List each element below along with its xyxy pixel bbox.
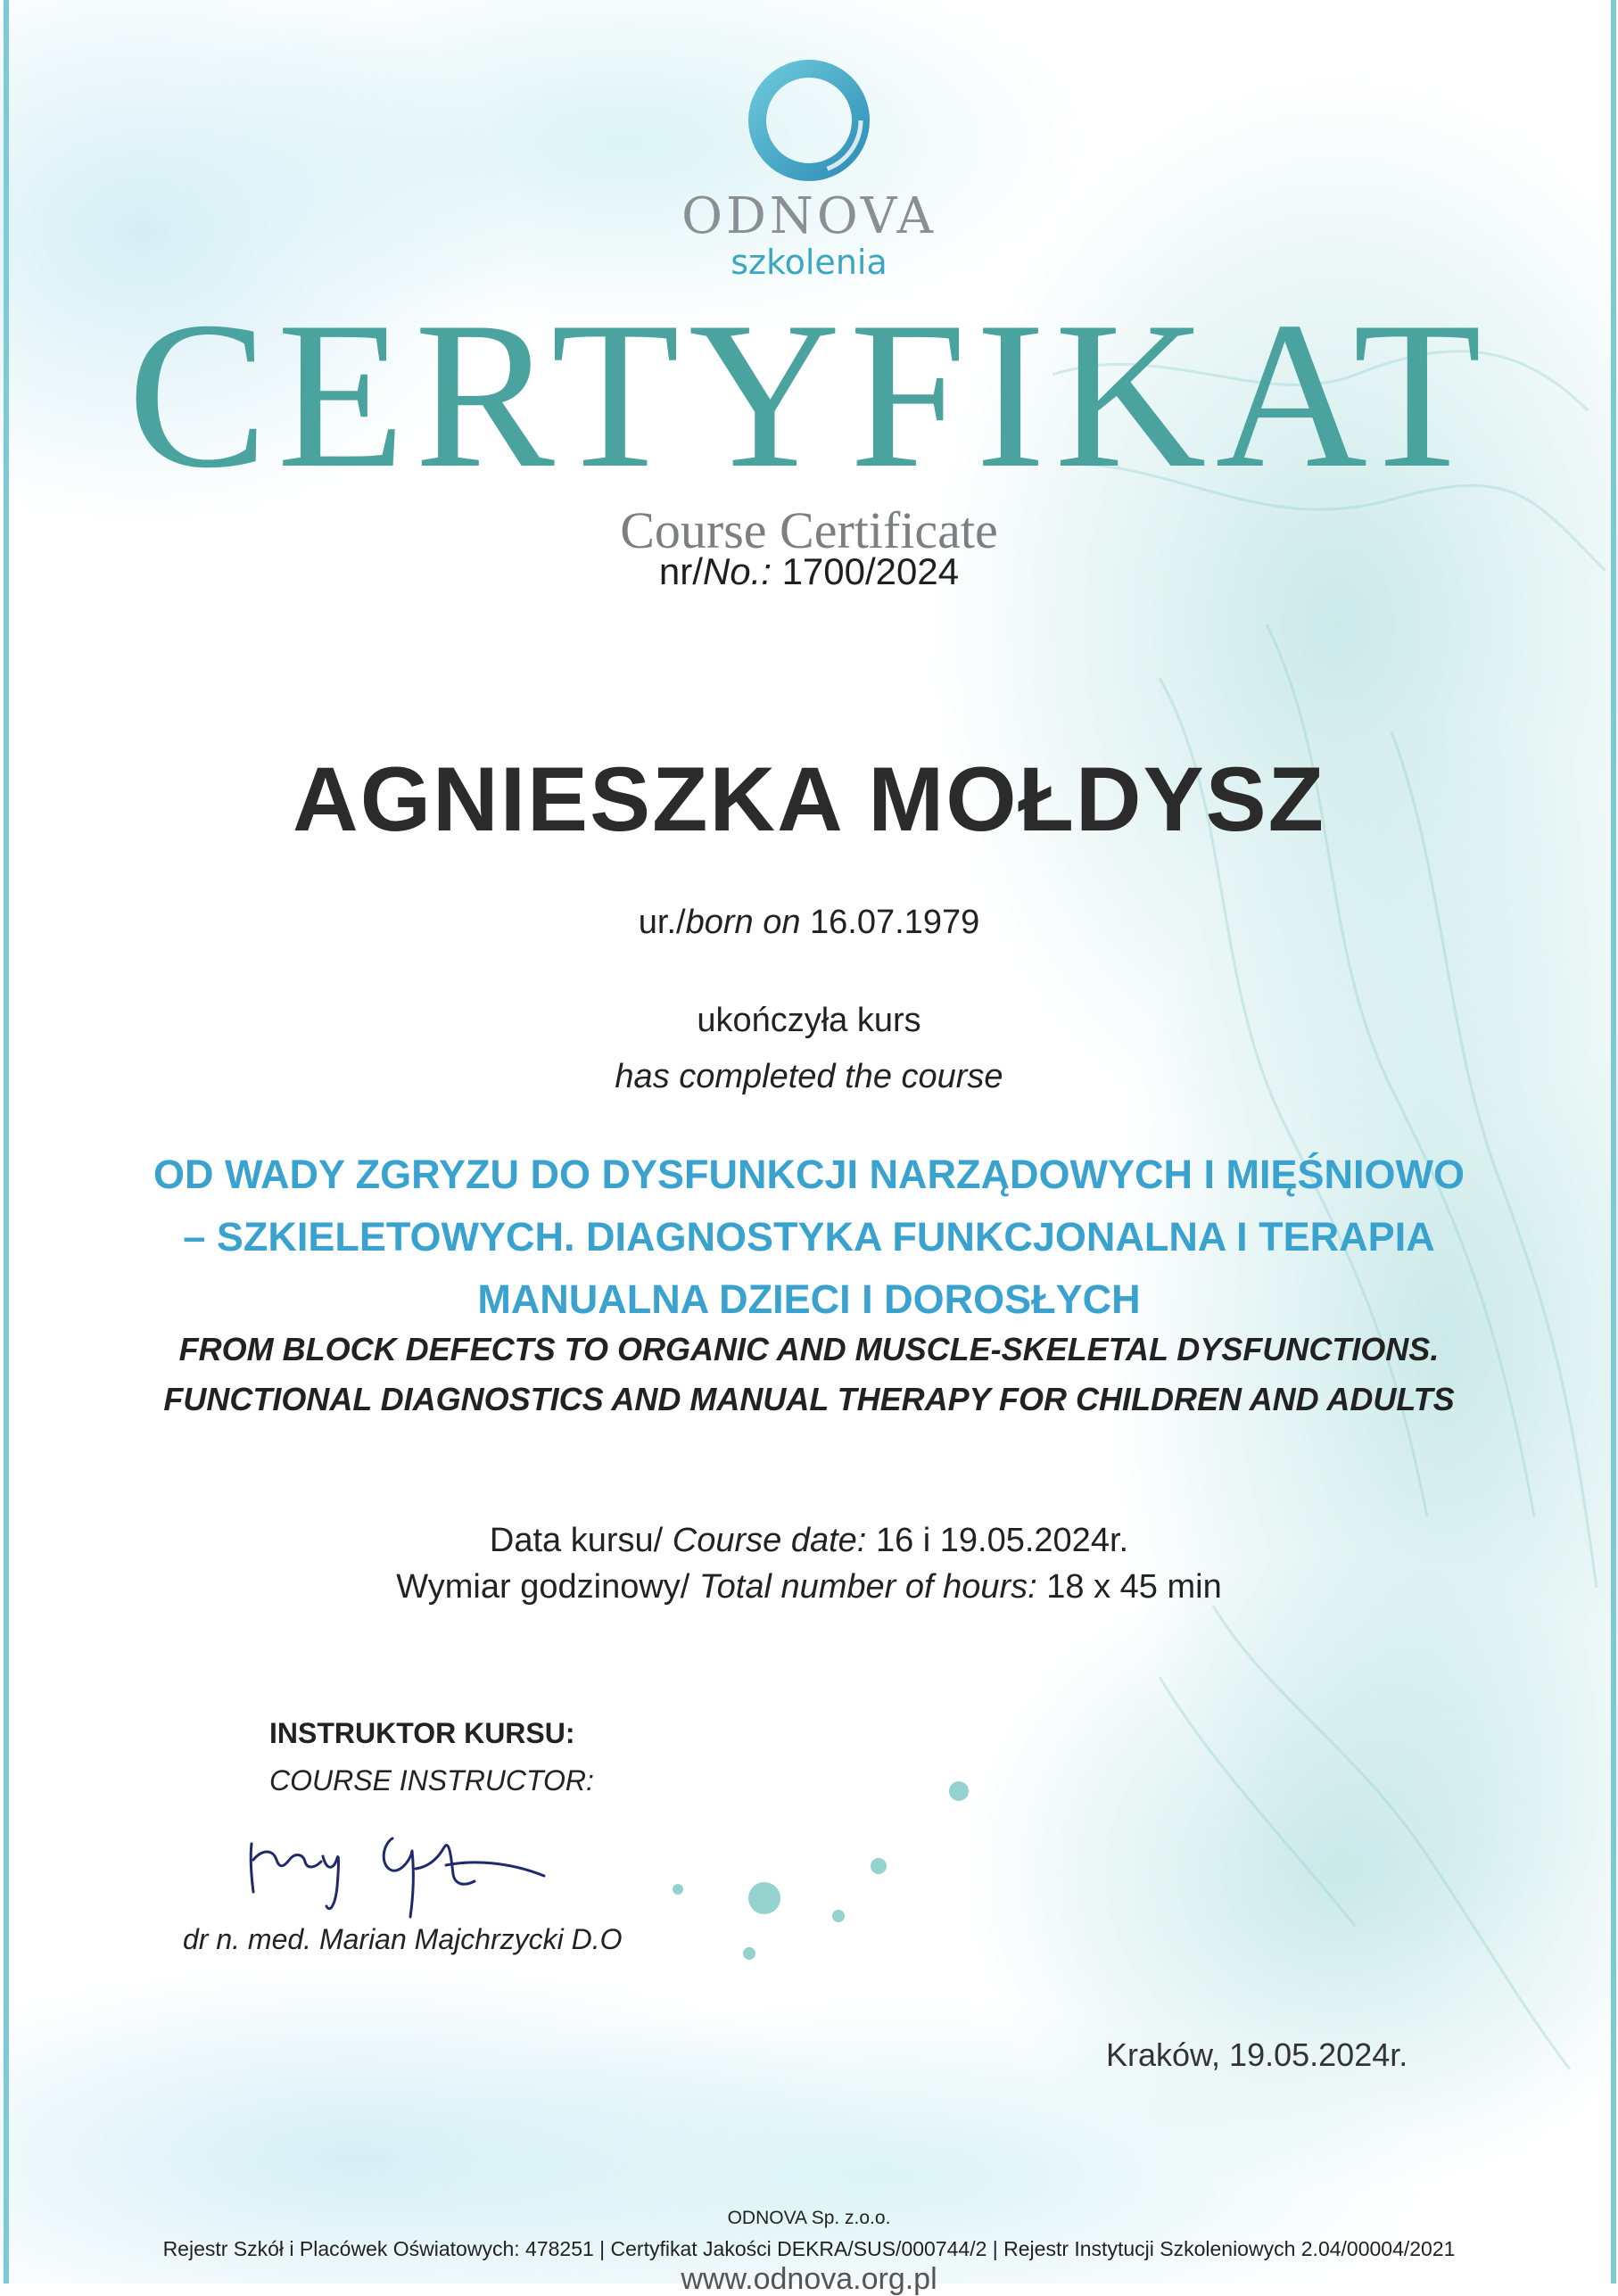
- course-title-pl: OD WADY ZGRYZU DO DYSFUNKCJI NARZĄDOWYCH I MIĘŚNIOWO – SZKIELETOWYCH. DIAGNOSTYKA FUNKCJONALNA I TERAPIA MANUALNA DZIECI I DOROSŁYCH: [153, 1152, 1465, 1322]
- certificate-subtitle: Course Certificate: [620, 501, 998, 559]
- born-label-en: born on: [685, 904, 801, 941]
- course-date-label-en: Course date:: [672, 1522, 867, 1559]
- instructor-label-pl: INSTRUKTOR KURSU:: [269, 1717, 575, 1749]
- ring-logo-icon: [733, 45, 885, 196]
- course-date-line: [0, 1524, 1618, 1557]
- course-date-value: 16 i 19.05.2024r.: [875, 1522, 1129, 1559]
- course-hours-line: [0, 1570, 1618, 1604]
- course-hours-value: 18 x 45 min: [1046, 1568, 1222, 1606]
- completion-text-pl: ukończyła kurs: [697, 1002, 921, 1039]
- course-hours-label-en: Total number of hours:: [698, 1568, 1037, 1606]
- course-date-label-pl: Data kursu/: [489, 1522, 664, 1559]
- number-label-en: No.:: [702, 550, 772, 592]
- completion-text-en: has completed the course: [615, 1058, 1003, 1095]
- footer-company: ODNOVA Sp. z.o.o.: [727, 2208, 891, 2228]
- logo-subtitle: szkolenia: [731, 243, 887, 282]
- born-label-pl: ur./: [638, 904, 686, 941]
- birth-date-line: [0, 905, 1618, 939]
- place-date: Kraków, 19.05.2024r.: [1106, 2036, 1408, 2073]
- footer-url[interactable]: www.odnova.org.pl: [681, 2262, 937, 2296]
- course-title-en: FROM BLOCK DEFECTS TO ORGANIC AND MUSCLE-SKELETAL DYSFUNCTIONS. FUNCTIONAL DIAGNOSTICS AND MANUAL THERAPY FOR CHILDREN AND ADULTS: [163, 1331, 1455, 1417]
- instructor-label-en: COURSE INSTRUCTOR:: [269, 1764, 594, 1796]
- course-hours-label-pl: Wymiar godzinowy/: [396, 1568, 690, 1606]
- number-label-pl: nr/: [658, 550, 703, 592]
- handwritten-signature: [241, 1806, 562, 1922]
- instructor-name: dr n. med. Marian Majchrzycki D.O: [183, 1923, 623, 1955]
- footer-registry: Rejestr Szkół i Placówek Oświatowych: 478251 | Certyfikat Jakości DEKRA/SUS/000744/2 | Rejestr Instytucji Szkoleniowych 2.04/00004/2021: [162, 2237, 1456, 2260]
- number-value: 1700/2024: [781, 550, 960, 592]
- logo-name: ODNOVA: [681, 187, 937, 245]
- born-date: 16.07.1979: [810, 904, 980, 941]
- recipient-name: AGNIESZKA MOŁDYSZ: [293, 748, 1325, 850]
- certificate-title: CERTYFIKAT: [127, 279, 1491, 512]
- certificate-number: [0, 550, 1618, 592]
